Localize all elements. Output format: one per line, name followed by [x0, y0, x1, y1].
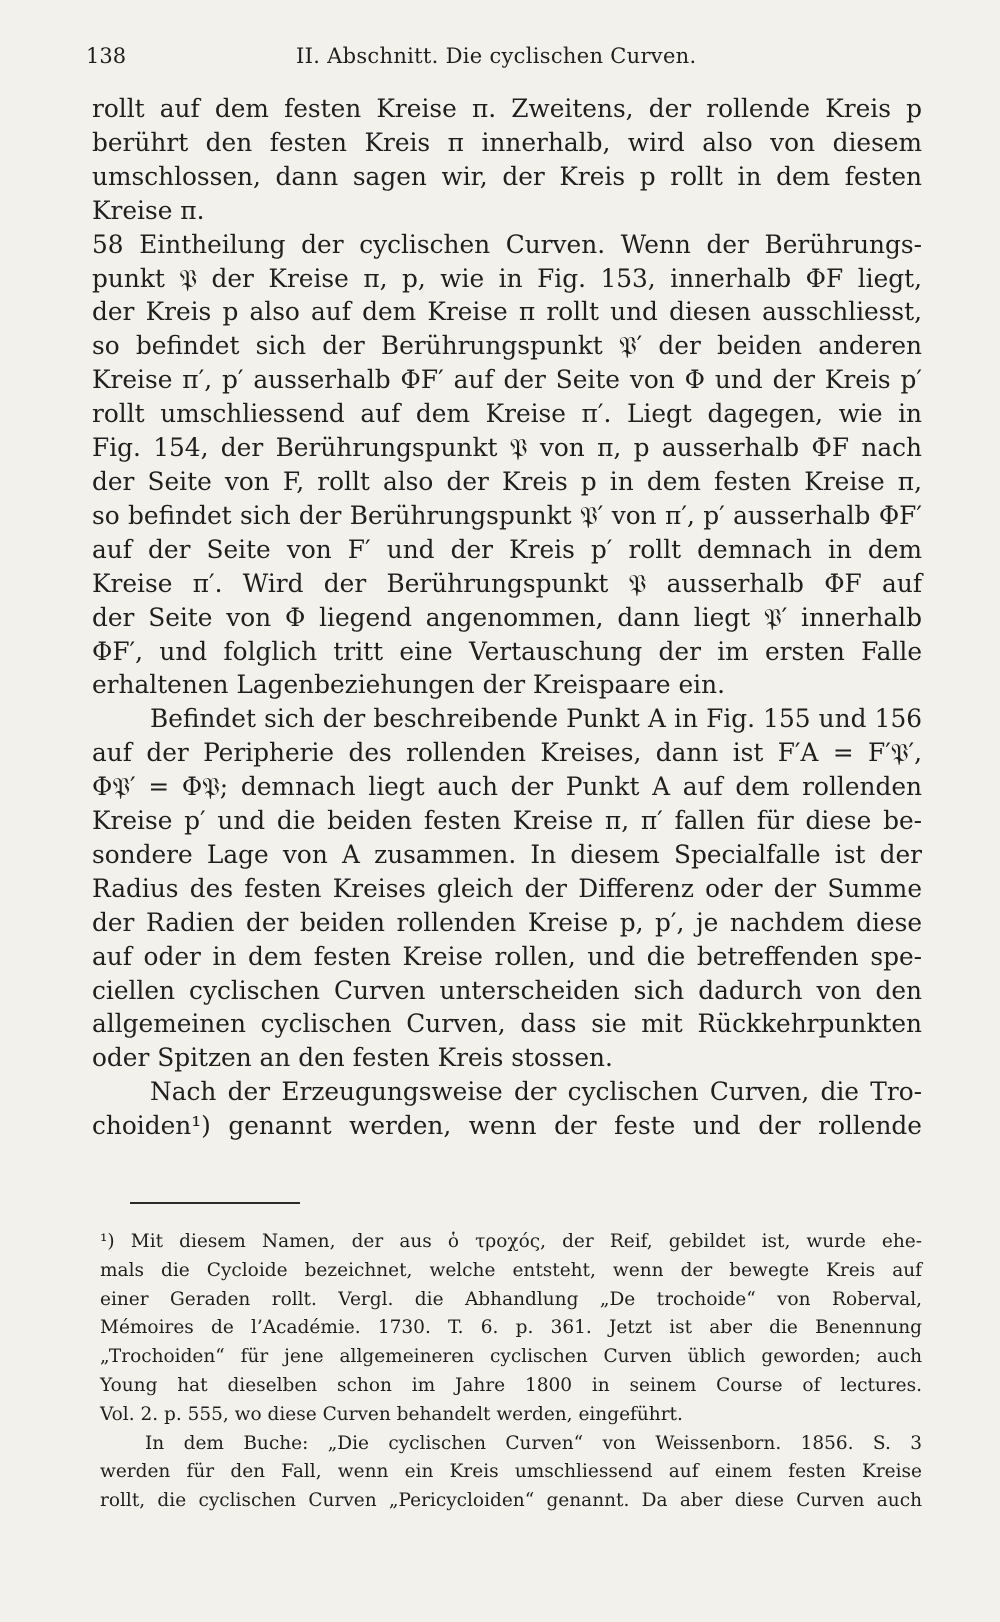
footnote-line: Mémoires de l’Académie. 1730. T. 6. p. 361. Jetzt ist aber die Benennung [100, 1317, 922, 1339]
text-line: auf der Seite von F′ und der Kreis p′ rollt demnach in dem [92, 534, 922, 564]
text-line: ciellen cyclischen Curven unterscheiden sich dadurch von den [92, 975, 922, 1005]
text-line: erhaltenen Lagenbeziehungen der Kreispaare ein. [92, 670, 725, 700]
text-line: der Kreis p also auf dem Kreise π rollt und diesen ausschliesst, [92, 297, 922, 327]
page-number: 138 [86, 44, 127, 68]
text-line: so befindet sich der Berührungspunkt 𝔓′ der beiden anderen [92, 331, 922, 361]
text-line: oder Spitzen an den festen Kreis stossen. [92, 1043, 613, 1073]
text-line: Befindet sich der beschreibende Punkt A in Fig. 155 und 156 [150, 704, 922, 734]
main-text [92, 92, 922, 1143]
text-line: Fig. 154, der Berührungspunkt 𝔓 von π, p ausserhalb ΦF nach [92, 433, 922, 463]
text-line: umschlossen, dann sagen wir, der Kreis p rollt in dem festen [92, 161, 922, 191]
footnote-line: einer Geraden rollt. Vergl. die Abhandlung „De trochoide“ von Roberval, [100, 1288, 922, 1310]
text-line: der Seite von Φ liegend angenommen, dann liegt 𝔓′ innerhalb [92, 602, 922, 632]
footnote-line: ¹) Mit diesem Namen, der aus ὁ τροχός, der Reif, gebildet ist, wurde ehe- [100, 1231, 922, 1252]
text-line: Kreise π′, p′ ausserhalb ΦF′ auf der Seite von Φ und der Kreis p′ [92, 365, 922, 395]
footnote-line: Young hat dieselben schon im Jahre 1800 in seinem Course of lectures. [100, 1374, 922, 1396]
text-line: Nach der Erzeugungsweise der cyclischen Curven, die Tro- [150, 1077, 922, 1107]
text-line: sondere Lage von A zusammen. In diesem Specialfalle ist der [92, 839, 922, 869]
text-line: Kreise p′ und die beiden festen Kreise π, π′ fallen für diese be- [92, 806, 922, 836]
text-line: Φ𝔓′ = Φ𝔓; demnach liegt auch der Punkt A auf dem rollenden [92, 772, 922, 802]
footnote-rule [130, 1202, 300, 1204]
text-line: rollt umschliessend auf dem Kreise π′. Liegt dagegen, wie in [92, 399, 922, 429]
text-line: Radius des festen Kreises gleich der Differenz oder der Summe [92, 873, 922, 903]
text-line: allgemeinen cyclischen Curven, dass sie mit Rückkehrpunkten [92, 1009, 922, 1039]
text-line: ΦF′, und folglich tritt eine Vertauschung der im ersten Falle [92, 636, 922, 666]
text-line: Kreise π. [92, 195, 205, 225]
text-line: rollt auf dem festen Kreise π. Zweitens, der rollende Kreis p [92, 94, 922, 123]
footnote-line: „Trochoiden“ für jene allgemeineren cyclischen Curven üblich geworden; auch [100, 1346, 922, 1368]
footnote [100, 1228, 922, 1516]
text-line: berührt den festen Kreis π innerhalb, wird also von diesem [92, 127, 922, 157]
text-line: auf der Peripherie des rollenden Kreises, dann ist F′A = F′𝔓′, [92, 738, 922, 768]
text-line: so befindet sich der Berührungspunkt 𝔓′ von π′, p′ ausserhalb ΦF′ [92, 500, 922, 530]
text-line: auf oder in dem festen Kreise rollen, und die betreffenden spe- [92, 941, 922, 971]
footnote-line: werden für den Fall, wenn ein Kreis umschliessend auf einem festen Kreise [100, 1461, 922, 1483]
text-line: der Radien der beiden rollenden Kreise p, p′, je nachdem diese [92, 907, 922, 937]
running-title: II. Abschnitt. Die cyclischen Curven. [296, 44, 697, 68]
text-line: choiden¹) genannt werden, wenn der feste und der rollende [92, 1111, 922, 1141]
text-line: punkt 𝔓 der Kreise π, p, wie in Fig. 153, innerhalb ΦF liegt, [92, 263, 922, 293]
footnote-line: rollt, die cyclischen Curven „Pericycloiden“ genannt. Da aber diese Curven auch [100, 1490, 922, 1512]
footnote-line: In dem Buche: „Die cyclischen Curven“ von Weissenborn. 1856. S. 3 [145, 1432, 922, 1454]
footnote-line: Vol. 2. p. 555, wo diese Curven behandelt werden, eingeführt. [100, 1403, 683, 1425]
text-line: Kreise π′. Wird der Berührungspunkt 𝔓 ausserhalb ΦF auf [92, 568, 922, 598]
section-heading-line: 58 Eintheilung der cyclischen Curven. Wenn der Berührungs- [92, 229, 922, 259]
footnote-line: mals die Cycloide bezeichnet, welche entsteht, wenn der bewegte Kreis auf [100, 1259, 922, 1281]
text-line: der Seite von F, rollt also der Kreis p in dem festen Kreise π, [92, 466, 922, 496]
page-header [86, 44, 916, 84]
